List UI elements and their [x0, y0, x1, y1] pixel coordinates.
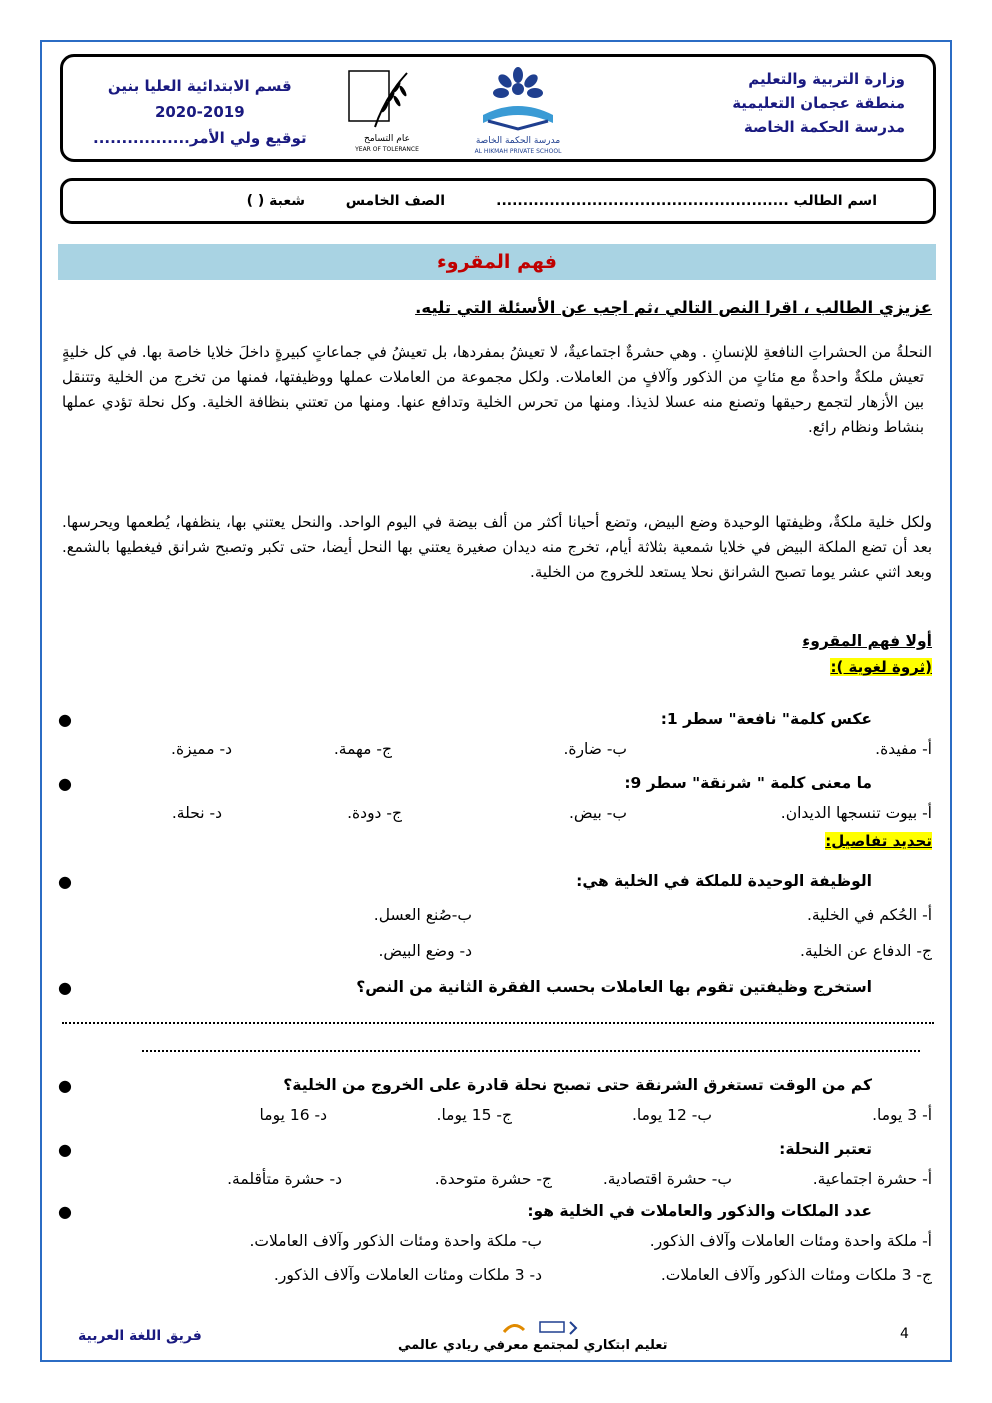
- q7-option-a[interactable]: أ- ملكة واحدة ومئات العاملات وآلاف الذكور.: [649, 1232, 932, 1250]
- school-logo: [463, 67, 573, 155]
- q3-option-b[interactable]: ب-صُنع العسل.: [373, 906, 472, 924]
- q3-option-c[interactable]: ج- الدفاع عن الخلية.: [799, 942, 932, 960]
- page-number: 4: [900, 1326, 909, 1342]
- footer-slogan: تعليم ابتكاري لمجتمع معرفي ريادي عالمي: [398, 1338, 668, 1353]
- q7-option-c[interactable]: ج- 3 ملكات ومئات الذكور وآلاف العاملات.: [660, 1266, 932, 1284]
- q1-option-c[interactable]: ج- مهمة.: [333, 740, 392, 758]
- q6-option-b[interactable]: ب- حشرة اقتصادية.: [602, 1170, 732, 1188]
- vocab-heading: (ثروة لغوية ):: [830, 658, 932, 676]
- q1-option-a[interactable]: أ- مفيدة.: [875, 740, 932, 758]
- tolerance-logo-arabic: عام التسامح: [364, 134, 410, 144]
- region-name: منطقة عجمان التعليمية: [732, 94, 905, 112]
- section-field[interactable]: شعبة ( ): [246, 193, 305, 209]
- q5-option-c[interactable]: ج- 15 يوما.: [436, 1106, 512, 1124]
- question-6-text: تعتبر النحلة:: [779, 1140, 872, 1158]
- q2-option-a[interactable]: أ- بيوت تنسجها الديدان.: [780, 804, 932, 822]
- bullet-icon: ●: [58, 978, 72, 997]
- q1-option-b[interactable]: ب- ضارة.: [563, 740, 627, 758]
- question-7-text: عدد الملكات والذكور والعاملات في الخلية هو:: [527, 1202, 872, 1220]
- q7-option-d[interactable]: د- 3 ملكات ومئات العاملات وآلاف الذكور.: [273, 1266, 542, 1284]
- q6-option-d[interactable]: د- حشرة متأقلمة.: [227, 1170, 342, 1188]
- question-3-text: الوظيفة الوحيدة للملكة في الخلية هي:: [576, 872, 872, 890]
- school-name: مدرسة الحكمة الخاصة: [743, 118, 905, 136]
- parent-signature: توقيع ولي الأمر.................: [93, 129, 307, 147]
- student-name-field[interactable]: اسم الطالب .......................................................: [496, 193, 877, 209]
- q6-option-a[interactable]: أ- حشرة اجتماعية.: [812, 1170, 932, 1188]
- bullet-icon: ●: [58, 710, 72, 729]
- q3-option-a[interactable]: أ- الحُكم في الخلية.: [807, 906, 932, 924]
- ministry-info: [732, 67, 905, 139]
- passage-paragraph-2: ولكل خلية ملكةٌ، وظيفتها الوحيدة وضع البيض، وتضع أحيانا أكثر من ألف بيضة في اليوم الواحد. والنحل يعتني بها، ينظفها، يُطعمها ويحرسها. بعد أن تضع الملكة البيض في خلايا شمعية بثلاثة أيام، تخرج منه ديدان صغيرة يعتني بها النحل أيضا، حتى تكبر وتصبح شرانق فيغطيها بالشمع. وبعد اثني عشر يوما تصبح الشرانق نحلا يستعد للخروج من الخلية.: [62, 513, 932, 581]
- instruction: عزيزي الطالب ، اقرا النص التالي ،ثم اجب عن الأسئلة التي تليه.: [415, 298, 932, 317]
- q2-option-c[interactable]: ج- دودة.: [347, 804, 402, 822]
- details-heading: تحديد تفاصيل:: [825, 832, 932, 850]
- bullet-icon: ●: [58, 1076, 72, 1095]
- academic-year: 2020-2019: [154, 103, 245, 121]
- answer-line-2[interactable]: [142, 1050, 920, 1052]
- tolerance-logo: [345, 67, 429, 155]
- department-info: [93, 73, 307, 151]
- page-border: [40, 40, 952, 1362]
- school-logo-arabic: مدرسة الحكمة الخاصة: [475, 136, 561, 146]
- tolerance-logo-english: YEAR OF TOLERANCE: [355, 146, 419, 153]
- q7-option-b[interactable]: ب- ملكة واحدة ومئات الذكور وآلاف العاملات.: [249, 1232, 542, 1250]
- question-4-text: استخرج وظيفتين تقوم بها العاملات بحسب الفقرة الثانية من النص؟: [356, 978, 872, 996]
- bullet-icon: ●: [58, 1140, 72, 1159]
- footer-team: فريق اللغة العربية: [78, 1328, 202, 1344]
- passage-paragraph-1: النحلةُ من الحشراتِ النافعةِ للإنسانِ . وهي حشرةٌ اجتماعيةٌ، لا تعيشُ بمفردها، بل تعيشُ في جماعاتٍ كبيرةٍ داخلَ خلايا خاصة بها. في كل خليةٍ تعيش ملكةٌ واحدةٌ مع مئاتٍ من الذكور وآلافٍ من العاملات. ولكل مجموعة من العاملات عملها ووظيفتها، فمنها من تخرج من الخلية وتتنقل بين الأزهار لتجمع رحيقها وتصنع منه عسلا لذيذا. ومنها من تحرس الخلية وتدافع عنها. ومنها من تعتني بنظافة الخلية. وكل نحلة تؤدي عملها بنشاط ونظام رائع.: [62, 343, 932, 436]
- question-1-text: عكس كلمة" نافعة" سطر 1:: [660, 710, 872, 728]
- class-label: الصف الخامس: [345, 193, 445, 209]
- department-name: قسم الابتدائية العليا بنين: [107, 77, 292, 95]
- q2-option-b[interactable]: ب- بيض.: [568, 804, 627, 822]
- header-box: [60, 54, 936, 162]
- q6-option-c[interactable]: ج- حشرة متوحدة.: [434, 1170, 552, 1188]
- q3-option-d[interactable]: د- وضع البيض.: [378, 942, 472, 960]
- bullet-icon: ●: [58, 872, 72, 891]
- q5-option-b[interactable]: ب- 12 يوما.: [631, 1106, 712, 1124]
- section-heading: أولا فهم المقروء: [802, 632, 932, 650]
- q5-option-a[interactable]: أ- 3 يوما.: [872, 1106, 932, 1124]
- answer-line-1[interactable]: [62, 1022, 934, 1024]
- page-title: فهم المقروء: [58, 244, 936, 280]
- vocab-heading-wrap: [830, 658, 932, 676]
- q5-option-d[interactable]: د- 16 يوما: [259, 1106, 327, 1124]
- question-2-text: ما معنى كلمة " شرنقة" سطر 9:: [624, 774, 872, 792]
- question-5-text: كم من الوقت تستغرق الشرنقة حتى تصبح نحلة قادرة على الخروج من الخلية؟: [283, 1076, 872, 1094]
- q2-option-d[interactable]: د- نحلة.: [171, 804, 222, 822]
- bullet-icon: ●: [58, 774, 72, 793]
- q1-option-d[interactable]: د- مميزة.: [171, 740, 232, 758]
- details-heading-wrap: [825, 832, 932, 850]
- ministry-name: وزارة التربية والتعليم: [748, 70, 905, 88]
- bullet-icon: ●: [58, 1202, 72, 1221]
- school-logo-english: AL HIKMAH PRIVATE SCHOOL: [474, 148, 562, 155]
- footer-logos: [500, 1318, 580, 1338]
- student-info-box: [60, 178, 936, 224]
